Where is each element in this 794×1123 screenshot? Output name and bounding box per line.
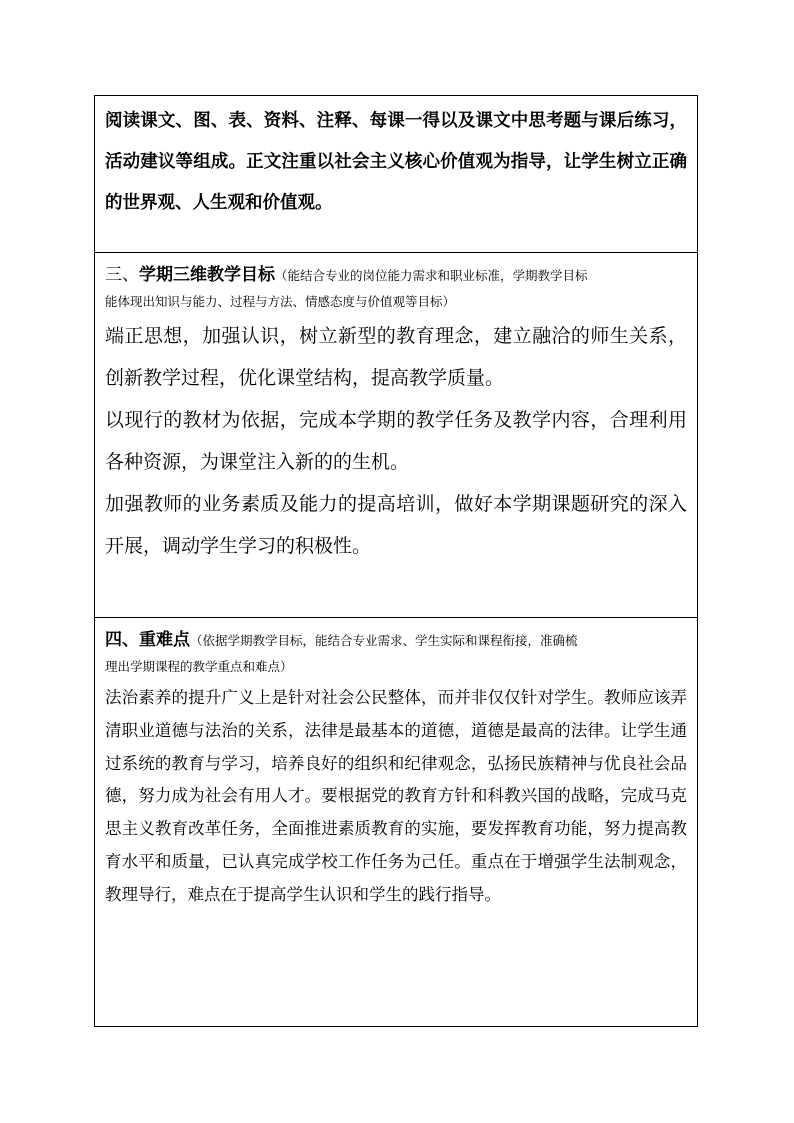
key-difficult-points-cell: [95, 617, 697, 1026]
key-points-paragraph: 法治素养的提升广义上是针对社会公民整体，而并非仅仅针对学生。教师应该弄清职业道德与法治的关系，法律是最基本的道德，道德是最高的法律。让学生通过系统的教育与学习，培养良好的组织和纪律观念，弘扬民族精神与优良社会品德，努力成为社会有用人才。要根据党的教育方针和科教兴国的战略，完成马克思主义教育改革任务，全面推进素质教育的实施，要发挥教育功能，努力提高教育水平和质量，已认真完成学校工作任务为己任。重点在于增强学生法制观念，教理导行，难点在于提高学生认识和学生的践行指导。: [105, 688, 687, 904]
section-number: 四、: [105, 630, 139, 650]
section-title: 重难点: [139, 630, 190, 650]
objective-paragraph: 加强教师的业务素质及能力的提高培训，做好本学期课题研究的深入开展，调动学生学习的积极性。: [105, 493, 687, 557]
plan-table: [94, 95, 698, 1027]
key-points-heading: [105, 627, 687, 680]
teaching-objectives-cell: [95, 252, 697, 617]
section-number: 三、: [105, 265, 139, 285]
section-note: （能结合专业的岗位能力需求和职业标准，学期教学目标: [275, 268, 588, 283]
textbook-structure-text: 阅读课文、图、表、资料、注释、每课一得以及课文中思考题与课后练习，活动建议等组成。正文注重以社会主义核心价值观为指导，让学生树立正确的世界观、人生观和价值观。: [105, 111, 687, 213]
section-note: （依据学期教学目标，能结合专业需求、学生实际和课程衔接，准确梳: [190, 633, 578, 648]
objective-paragraph: 以现行的教材为依据，完成本学期的教学任务及教学内容，合理利用各种资源，为课堂注入新的的生机。: [105, 409, 687, 473]
teaching-objectives-heading: [105, 262, 687, 315]
textbook-structure-cell: [95, 96, 697, 252]
section-note-continued: 能体现出知识与能力、过程与方法、情感态度与价值观等目标）: [105, 294, 456, 309]
objective-paragraph: 端正思想，加强认识，树立新型的教育理念，建立融洽的师生关系，创新教学过程，优化课堂结构，提高教学质量。: [105, 325, 687, 389]
section-title: 学期三维教学目标: [139, 265, 275, 285]
section-note-continued: 理出学期课程的教学重点和难点）: [105, 659, 293, 674]
